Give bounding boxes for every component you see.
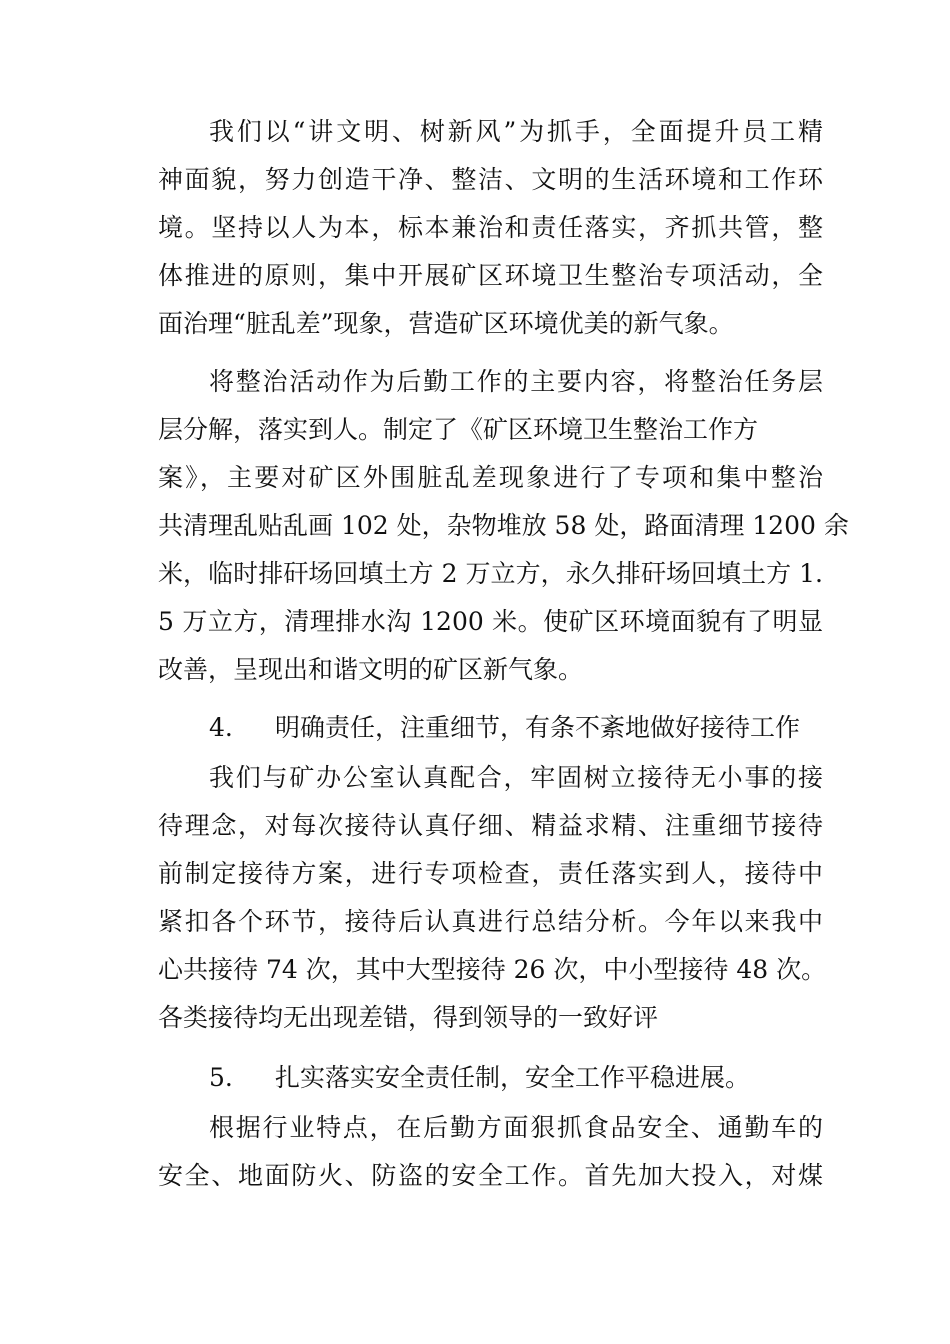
- paragraph-line: 案》，主要对矿区外围脏乱差现象进行了专项和集中整治: [158, 463, 823, 492]
- section-heading-5: [209, 1054, 823, 1102]
- paragraph-line: 紧扣各个环节，接待后认真进行总结分析。今年以来我中: [158, 907, 823, 936]
- paragraph-line: 各类接待均无出现差错，得到领导的一致好评: [158, 1003, 659, 1032]
- paragraph-line: 改善，呈现出和谐文明的矿区新气象。: [158, 655, 584, 684]
- paragraph-line: 我们以“讲文明、树新风”为抓手，全面提升员工精: [209, 117, 823, 146]
- paragraph-line: 待理念，对每次接待认真仔细、精益求精、注重细节接待: [158, 811, 823, 840]
- paragraph-line: 根据行业特点，在后勤方面狠抓食品安全、通勤车的: [209, 1113, 823, 1142]
- paragraph-line: 我们与矿办公室认真配合，牢固树立接待无小事的接: [209, 763, 823, 792]
- heading-text: 扎实落实安全责任制，安全工作平稳进展。: [275, 1063, 751, 1092]
- paragraph-line: 5 万立方，清理排水沟 1200 米。使矿区环境面貌有了明显: [158, 607, 823, 636]
- paragraph-line: 体推进的原则，集中开展矿区环境卫生整治专项活动，全: [158, 261, 823, 290]
- section-heading-4: [209, 704, 823, 752]
- paragraph-line: 前制定接待方案，进行专项检查，责任落实到人，接待中: [158, 859, 823, 888]
- paragraph-line: 将整治活动作为后勤工作的主要内容，将整治任务层: [209, 367, 823, 396]
- paragraph-line: 共清理乱贴乱画 102 处，杂物堆放 58 处，路面清理 1200 余: [158, 511, 849, 540]
- heading-number: 4.: [209, 713, 233, 742]
- heading-number: 5.: [209, 1063, 233, 1092]
- paragraph-line: 神面貌，努力创造干净、整洁、文明的生活环境和工作环: [158, 165, 823, 194]
- paragraph-line: 安全、地面防火、防盗的安全工作。首先加大投入，对煤: [158, 1161, 823, 1190]
- paragraph-line: 心共接待 74 次，其中大型接待 26 次，中小型接待 48 次。: [158, 955, 827, 984]
- paragraph-line: 米，临时排矸场回填土方 2 万立方，永久排矸场回填土方 1.: [158, 559, 823, 588]
- paragraph-line: 层分解，落实到人。制定了《矿区环境卫生整治工作方: [158, 415, 759, 444]
- heading-text: 明确责任，注重细节，有条不紊地做好接待工作: [275, 713, 801, 742]
- paragraph-line: 境。坚持以人为本，标本兼治和责任落实，齐抓共管，整: [158, 213, 823, 242]
- paragraph-line: 面治理“脏乱差”现象，营造矿区环境优美的新气象。: [158, 309, 734, 338]
